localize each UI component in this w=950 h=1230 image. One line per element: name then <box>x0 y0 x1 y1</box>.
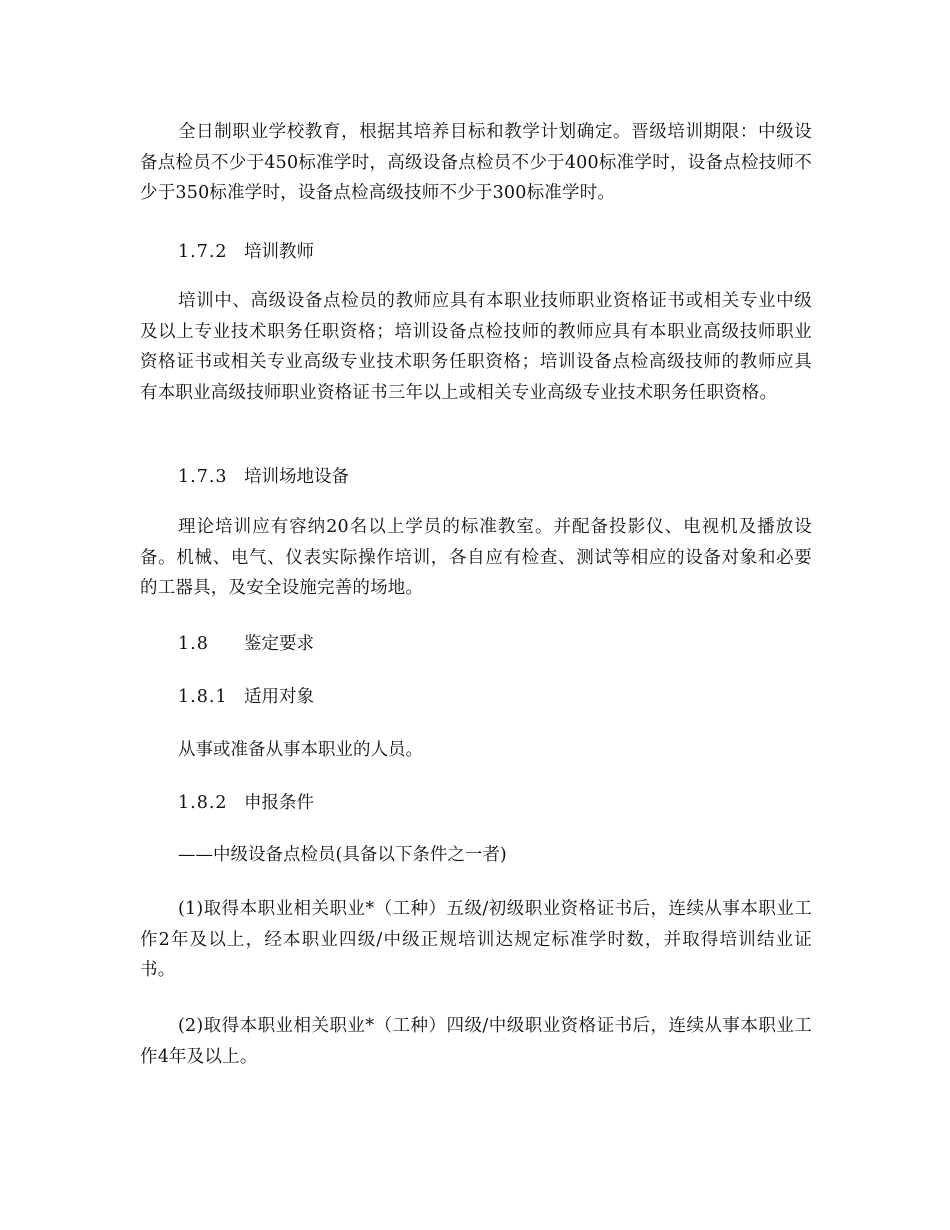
heading-title: 培训场地设备 <box>244 467 349 487</box>
heading-1-8-2 <box>178 788 314 818</box>
heading-number: 1.8.2 <box>178 793 228 813</box>
paragraph-applicable-persons: 从事或准备从事本职业的人员。 <box>178 740 423 760</box>
heading-number: 1.7.2 <box>178 242 228 262</box>
paragraph-training-facilities: 理论培训应有容纳20名以上学员的标准教室。并配备投影仪、电视机及播放设备。机械、电气、仪表实际操作培训，各自应有检查、测试等相应的设备对象和必要的工器具，及安全设施完善的场地。 <box>140 517 812 598</box>
heading-1-8-1 <box>178 682 314 712</box>
heading-1-8 <box>178 629 314 659</box>
heading-title: 适用对象 <box>244 687 314 707</box>
heading-title: 培训教师 <box>244 242 314 262</box>
paragraph-training-teachers: 培训中、高级设备点检员的教师应具有本职业技师职业资格证书或相关专业中级及以上专业技术职务任职资格；培训设备点检技师的教师应具有本职业高级技师职业资格证书或相关专业高级专业技术职务任职资格；培训设备点检高级技师的教师应具有本职业高级技师职业资格证书三年以上或相关专业高级专业技术职务任职资格。 <box>140 291 812 403</box>
paragraph-condition-2: (2)取得本职业相关职业*（工种）四级/中级职业资格证书后，连续从事本职业工作4年及以上。 <box>140 1016 812 1067</box>
heading-number: 1.8 <box>178 634 209 654</box>
heading-title: 鉴定要求 <box>244 634 314 654</box>
paragraph-training-duration: 全日制职业学校教育，根据其培养目标和教学计划确定。晋级培训期限：中级设备点检员不少于450标准学时，高级设备点检员不少于400标准学时，设备点检技师不少于350标准学时，设备点检高级技师不少于300标准学时。 <box>140 122 812 203</box>
heading-title: 申报条件 <box>244 793 314 813</box>
heading-number: 1.7.3 <box>178 467 228 487</box>
heading-1-7-3 <box>178 462 349 492</box>
paragraph-condition-1: (1)取得本职业相关职业*（工种）五级/初级职业资格证书后，连续从事本职业工作2年及以上，经本职业四级/中级正规培训达规定标准学时数，并取得培训结业证书。 <box>140 899 812 980</box>
paragraph-intermediate-level: ——中级设备点检员(具备以下条件之一者) <box>178 845 507 865</box>
heading-number: 1.8.1 <box>178 687 228 707</box>
heading-1-7-2 <box>178 237 314 267</box>
